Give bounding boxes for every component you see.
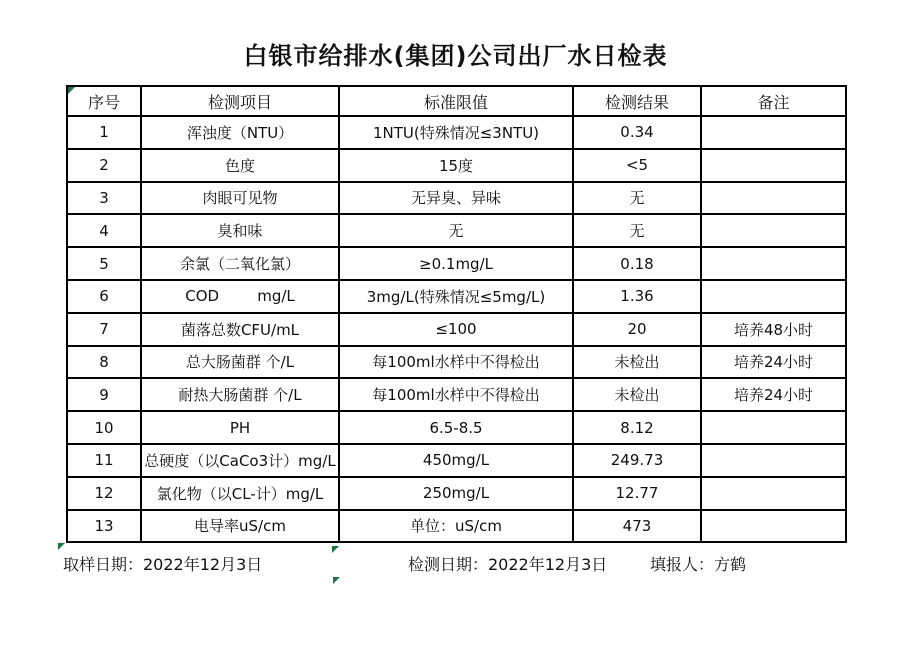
item-cell: 氯化物（以CL-计）mg/L bbox=[141, 477, 339, 510]
cell-corner-flag-icon bbox=[332, 546, 339, 553]
result-cell: 无 bbox=[573, 214, 701, 247]
result-cell: <5 bbox=[573, 149, 701, 182]
table-row bbox=[67, 214, 846, 247]
limit-cell: 每100ml水样中不得检出 bbox=[339, 378, 573, 411]
limit-cell: 3mg/L(特殊情况≤5mg/L) bbox=[339, 280, 573, 313]
item-cell: 肉眼可见物 bbox=[141, 182, 339, 215]
note-cell: 培养24小时 bbox=[701, 346, 846, 379]
result-cell: 8.12 bbox=[573, 411, 701, 444]
row-number-cell: 1 bbox=[67, 116, 141, 149]
note-cell bbox=[701, 477, 846, 510]
test-date: 检测日期：2022年12月3日 bbox=[408, 555, 608, 574]
note-cell bbox=[701, 116, 846, 149]
row-number-cell: 8 bbox=[67, 346, 141, 379]
column-header-note: 备注 bbox=[701, 86, 846, 116]
column-header-no: 序号 bbox=[67, 86, 141, 116]
table-row bbox=[67, 346, 846, 379]
row-number-cell: 4 bbox=[67, 214, 141, 247]
column-header-limit: 标准限值 bbox=[339, 86, 573, 116]
result-cell: 无 bbox=[573, 182, 701, 215]
item-cell: 色度 bbox=[141, 149, 339, 182]
note-cell bbox=[701, 411, 846, 444]
inspection-table bbox=[66, 85, 847, 543]
item-cell: 菌落总数CFU/mL bbox=[141, 313, 339, 346]
item-cell: COD mg/L bbox=[141, 280, 339, 313]
limit-cell: 15度 bbox=[339, 149, 573, 182]
header-row bbox=[67, 86, 846, 116]
result-cell: 1.36 bbox=[573, 280, 701, 313]
row-number-cell: 10 bbox=[67, 411, 141, 444]
item-cell: PH bbox=[141, 411, 339, 444]
item-cell: 浑浊度（NTU） bbox=[141, 116, 339, 149]
table-row bbox=[67, 182, 846, 215]
result-cell: 249.73 bbox=[573, 444, 701, 477]
limit-cell: 1NTU(特殊情况≤3NTU) bbox=[339, 116, 573, 149]
table-row bbox=[67, 280, 846, 313]
note-cell bbox=[701, 149, 846, 182]
sampling-date: 取样日期：2022年12月3日 bbox=[63, 555, 263, 574]
item-cell: 臭和味 bbox=[141, 214, 339, 247]
result-cell: 未检出 bbox=[573, 378, 701, 411]
row-number-cell: 6 bbox=[67, 280, 141, 313]
row-number-cell: 3 bbox=[67, 182, 141, 215]
item-cell: 总大肠菌群 个/L bbox=[141, 346, 339, 379]
limit-cell: 6.5-8.5 bbox=[339, 411, 573, 444]
row-number-cell: 9 bbox=[67, 378, 141, 411]
result-cell: 473 bbox=[573, 510, 701, 543]
limit-cell: 无 bbox=[339, 214, 573, 247]
row-number-cell: 2 bbox=[67, 149, 141, 182]
note-cell bbox=[701, 510, 846, 543]
limit-cell: 每100ml水样中不得检出 bbox=[339, 346, 573, 379]
table-row bbox=[67, 247, 846, 280]
row-number-cell: 11 bbox=[67, 444, 141, 477]
result-cell: 20 bbox=[573, 313, 701, 346]
note-cell: 培养24小时 bbox=[701, 378, 846, 411]
cell-corner-flag-icon bbox=[58, 543, 65, 550]
result-cell: 0.34 bbox=[573, 116, 701, 149]
table-row bbox=[67, 411, 846, 444]
limit-cell: 单位：uS/cm bbox=[339, 510, 573, 543]
row-number-cell: 13 bbox=[67, 510, 141, 543]
table-row bbox=[67, 510, 846, 543]
item-cell: 总硬度（以CaCo3计）mg/L bbox=[141, 444, 339, 477]
page-title: 白银市给排水(集团)公司出厂水日检表 bbox=[243, 42, 668, 70]
limit-cell: 250mg/L bbox=[339, 477, 573, 510]
result-cell: 0.18 bbox=[573, 247, 701, 280]
table-row bbox=[67, 149, 846, 182]
result-cell: 12.77 bbox=[573, 477, 701, 510]
table-row bbox=[67, 116, 846, 149]
column-header-item: 检测项目 bbox=[141, 86, 339, 116]
row-number-cell: 5 bbox=[67, 247, 141, 280]
note-cell: 培养48小时 bbox=[701, 313, 846, 346]
item-cell: 耐热大肠菌群 个/L bbox=[141, 378, 339, 411]
note-cell bbox=[701, 214, 846, 247]
row-number-cell: 7 bbox=[67, 313, 141, 346]
limit-cell: 无异臭、异味 bbox=[339, 182, 573, 215]
limit-cell: ≤100 bbox=[339, 313, 573, 346]
note-cell bbox=[701, 182, 846, 215]
table-row bbox=[67, 313, 846, 346]
note-cell bbox=[701, 444, 846, 477]
column-header-result: 检测结果 bbox=[573, 86, 701, 116]
table-row bbox=[67, 378, 846, 411]
limit-cell: 450mg/L bbox=[339, 444, 573, 477]
item-cell: 余氯（二氧化氯） bbox=[141, 247, 339, 280]
cell-corner-flag-icon bbox=[333, 577, 340, 584]
table-row bbox=[67, 444, 846, 477]
result-cell: 未检出 bbox=[573, 346, 701, 379]
note-cell bbox=[701, 247, 846, 280]
note-cell bbox=[701, 280, 846, 313]
table-row bbox=[67, 477, 846, 510]
row-number-cell: 12 bbox=[67, 477, 141, 510]
limit-cell: ≥0.1mg/L bbox=[339, 247, 573, 280]
item-cell: 电导率uS/cm bbox=[141, 510, 339, 543]
reporter-name: 填报人：方鹤 bbox=[650, 555, 747, 574]
